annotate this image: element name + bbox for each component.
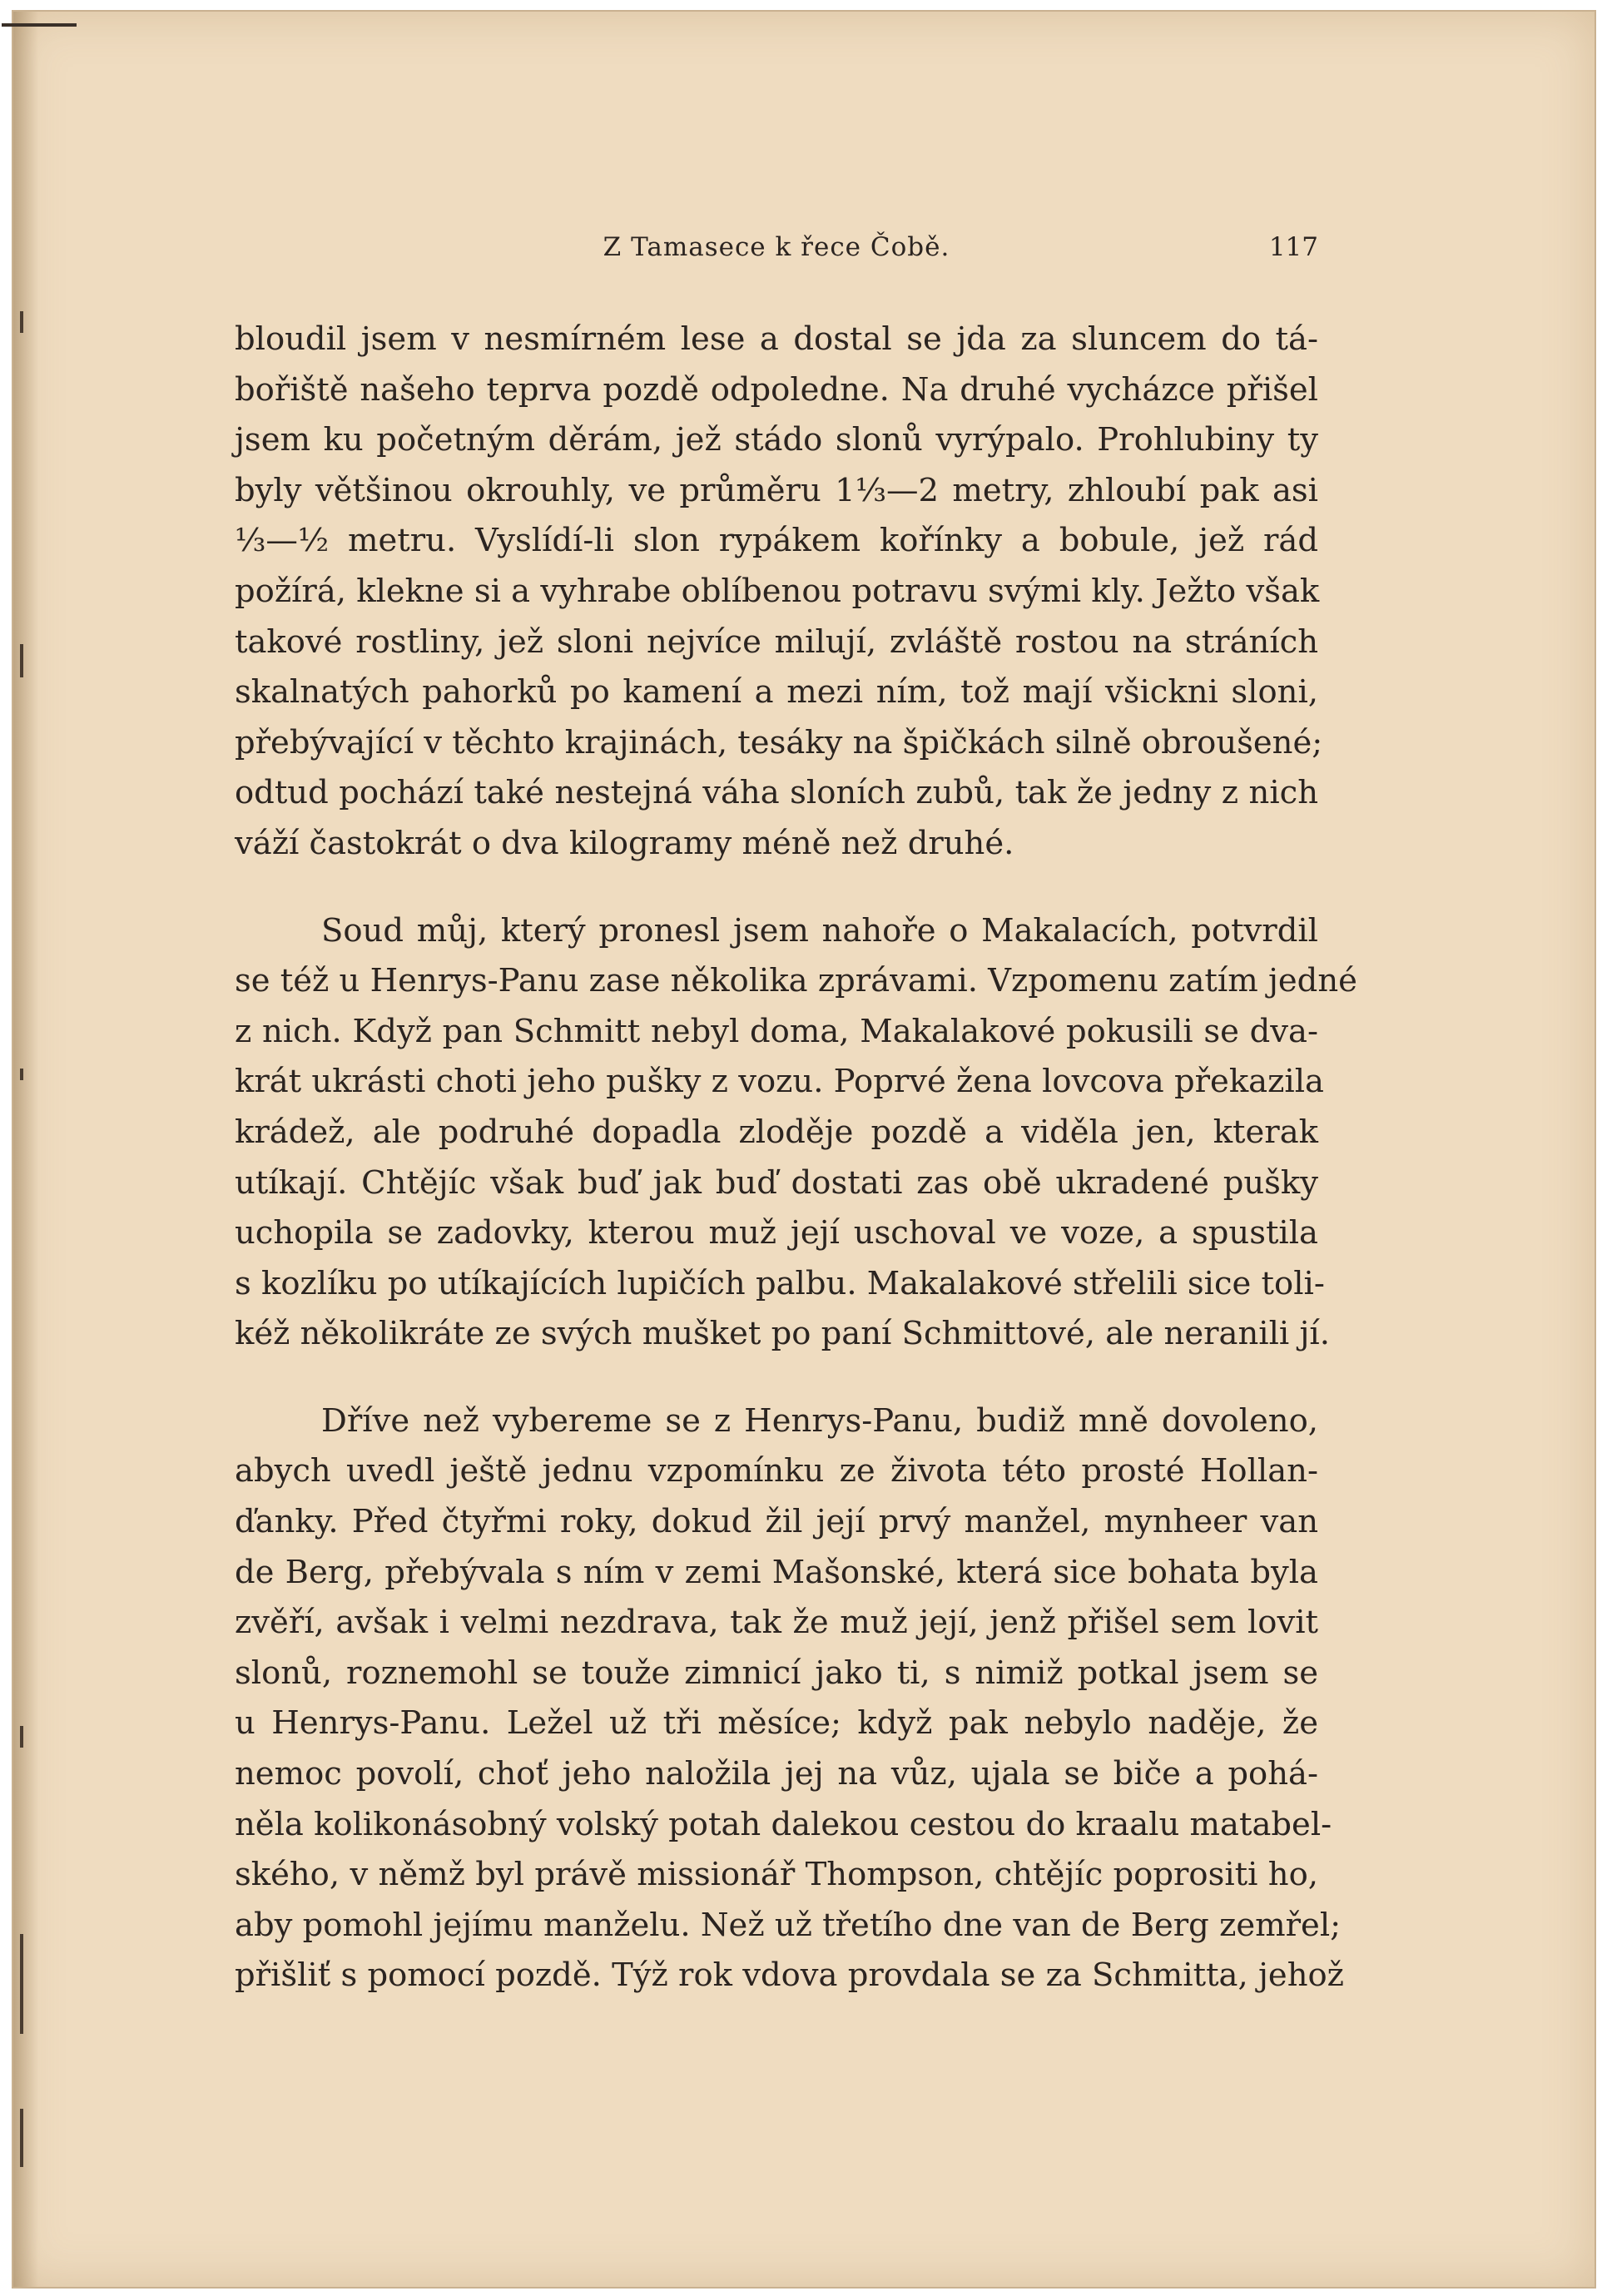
- text-line: abych uvedl ještě jednu vzpomínku ze života této prosté Hollan-: [235, 1452, 1318, 1490]
- text-line: takové rostliny, jež sloni nejvíce milují, zvláště rostou na stráních: [235, 622, 1318, 661]
- text-line: bořiště našeho teprva pozdě odpoledne. Na druhé vycházce přišel: [235, 370, 1318, 409]
- text-line: přebývající v těchto krajinách, tesáky na špičkách silně obroušené;: [235, 723, 1323, 761]
- text-line: aby pomohl jejímu manželu. Než už třetího dne van de Berg zemřel;: [235, 1906, 1342, 1944]
- text-line: se též u Henrys-Panu zase několika zprávami. Vzpomenu zatím jedné: [235, 962, 1357, 1000]
- binding-mark: [20, 1069, 23, 1080]
- binding-mark: [20, 644, 23, 677]
- text-line: zvěří, avšak i velmi nezdrava, tak že muž její, jenž přišel sem lovit: [235, 1604, 1318, 1642]
- text-line: byly většinou okrouhly, ve průměru 1⅓—2 metry, zhloubí pak asi: [235, 471, 1318, 509]
- text-line: skalnatých pahorků po kamení a mezi ním, tož mají všickni sloni,: [235, 673, 1318, 712]
- page-number: 117: [1268, 232, 1318, 262]
- text-line: ďanky. Před čtyřmi roky, dokud žil její prvý manžel, mynheer van: [235, 1503, 1318, 1541]
- paragraph: [235, 315, 1323, 870]
- text-line: přišliť s pomocí pozdě. Týž rok vdova provdala se za Schmitta, jehož: [235, 1956, 1344, 1995]
- text-line: váží častokrát o dva kilogramy méně než druhé.: [235, 824, 1014, 862]
- paragraph: [235, 1396, 1344, 2001]
- text-line: jsem ku početným děrám, jež stádo slonů vyrýpalo. Prohlubiny ty: [235, 421, 1318, 459]
- paragraph: [235, 906, 1357, 1360]
- text-line: Dříve než vybereme se z Henrys-Panu, budiž mně dovoleno,: [321, 1401, 1318, 1440]
- binding-mark: [20, 311, 23, 333]
- text-line: kéž několikráte ze svých mušket po paní Schmittové, ale neranili jí.: [235, 1315, 1330, 1353]
- text-line: požírá, klekne si a vyhrabe oblíbenou potravu svými kly. Ježto však: [235, 572, 1320, 610]
- running-header: [235, 232, 1318, 265]
- binding-shadow: [13, 12, 38, 2287]
- binding-mark: [20, 1934, 23, 2034]
- text-line: krádež, ale podruhé dopadla zloděje pozdě a viděla jen, kterak: [235, 1113, 1318, 1151]
- text-line: bloudil jsem v nesmírném lese a dostal se jda za sluncem do tá-: [235, 320, 1318, 358]
- body-text: [235, 315, 1357, 2038]
- text-line: uchopila se zadovky, kterou muž její uschoval ve voze, a spustila: [235, 1214, 1318, 1252]
- text-line: ského, v němž byl právě missionář Thompson, chtějíc poprositi ho,: [235, 1856, 1318, 1894]
- corner-mark: [2, 23, 77, 27]
- text-line: u Henrys-Panu. Ležel už tři měsíce; když pak nebylo naděje, že: [235, 1704, 1318, 1743]
- text-line: ⅓—½ metru. Vyslídí-li slon rypákem kořínky a bobule, jež rád: [235, 522, 1318, 560]
- text-line: krát ukrásti choti jeho pušky z vozu. Poprvé žena lovcova překazila: [235, 1063, 1324, 1101]
- text-line: něla kolikonásobný volský potah dalekou cestou do kraalu matabel-: [235, 1805, 1332, 1843]
- text-line: utíkají. Chtějíc však buď jak buď dostati zas obě ukradené pušky: [235, 1163, 1318, 1202]
- text-line: slonů, roznemohl se touže zimnicí jako ti, s nimiž potkal jsem se: [235, 1654, 1318, 1692]
- text-line: nemoc povolí, choť jeho naložila jej na vůz, ujala se biče a pohá-: [235, 1755, 1318, 1793]
- running-title: Z Tamasece k řece Čobě.: [603, 232, 950, 262]
- text-line: s kozlíku po utíkajících lupičích palbu. Makalakové střelili sice toli-: [235, 1264, 1325, 1302]
- text-line: odtud pochází také nestejná váha sloních zubů, tak že jedny z nich: [235, 774, 1318, 812]
- binding-mark: [20, 2109, 23, 2167]
- text-line: z nich. Když pan Schmitt nebyl doma, Makalakové pokusili se dva-: [235, 1012, 1318, 1050]
- text-line: de Berg, přebývala s ním v zemi Mašonské, která sice bohata byla: [235, 1553, 1318, 1591]
- binding-mark: [20, 1726, 23, 1748]
- text-line: Soud můj, který pronesl jsem nahoře o Makalacích, potvrdil: [321, 911, 1318, 950]
